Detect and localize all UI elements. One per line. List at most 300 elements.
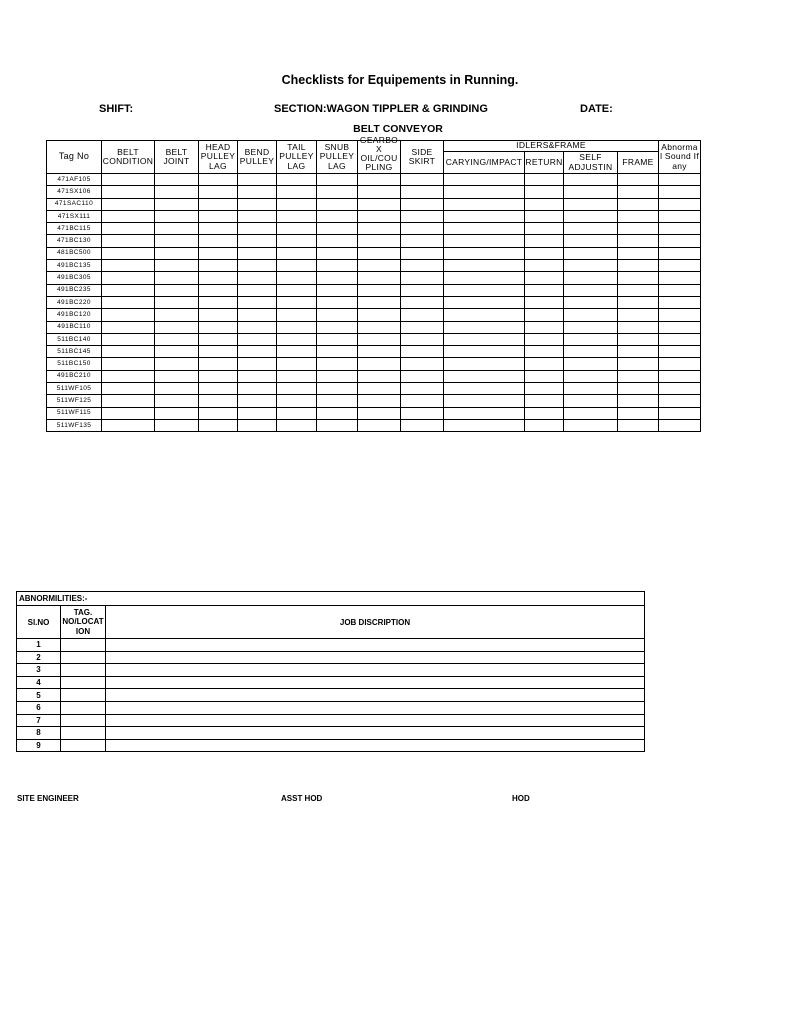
check-cell[interactable]	[238, 370, 277, 382]
job-description-cell[interactable]	[106, 701, 645, 714]
check-cell[interactable]	[102, 247, 155, 259]
check-cell[interactable]	[358, 419, 401, 431]
check-cell[interactable]	[317, 395, 358, 407]
check-cell[interactable]	[358, 383, 401, 395]
check-cell[interactable]	[659, 284, 701, 296]
check-cell[interactable]	[155, 260, 199, 272]
check-cell[interactable]	[659, 419, 701, 431]
check-cell[interactable]	[317, 358, 358, 370]
check-cell[interactable]	[199, 272, 238, 284]
check-cell[interactable]	[358, 358, 401, 370]
check-cell[interactable]	[277, 296, 317, 308]
tag-location-cell[interactable]	[61, 689, 106, 702]
check-cell[interactable]	[102, 383, 155, 395]
check-cell[interactable]	[155, 346, 199, 358]
check-cell[interactable]	[659, 321, 701, 333]
check-cell[interactable]	[317, 296, 358, 308]
check-cell[interactable]	[102, 235, 155, 247]
check-cell[interactable]	[155, 174, 199, 186]
check-cell[interactable]	[155, 210, 199, 222]
check-cell[interactable]	[238, 333, 277, 345]
check-cell[interactable]	[401, 223, 444, 235]
job-description-cell[interactable]	[106, 676, 645, 689]
tag-no-cell: 511WF135	[47, 419, 102, 431]
check-cell[interactable]	[155, 309, 199, 321]
check-cell[interactable]	[102, 407, 155, 419]
check-cell[interactable]	[358, 321, 401, 333]
check-cell[interactable]	[277, 260, 317, 272]
check-cell[interactable]	[618, 260, 659, 272]
check-cell[interactable]	[277, 321, 317, 333]
check-cell[interactable]	[659, 407, 701, 419]
check-cell[interactable]	[525, 260, 564, 272]
check-cell[interactable]	[618, 247, 659, 259]
check-cell[interactable]	[102, 321, 155, 333]
check-cell[interactable]	[401, 395, 444, 407]
check-cell[interactable]	[444, 272, 525, 284]
check-cell[interactable]	[102, 186, 155, 198]
check-cell[interactable]	[618, 395, 659, 407]
check-cell[interactable]	[199, 370, 238, 382]
tag-location-cell[interactable]	[61, 664, 106, 677]
check-cell[interactable]	[358, 174, 401, 186]
check-cell[interactable]	[618, 223, 659, 235]
tag-location-cell[interactable]	[61, 739, 106, 752]
check-cell[interactable]	[444, 333, 525, 345]
check-cell[interactable]	[199, 235, 238, 247]
check-cell[interactable]	[277, 174, 317, 186]
check-cell[interactable]	[401, 174, 444, 186]
check-cell[interactable]	[277, 395, 317, 407]
check-cell[interactable]	[525, 296, 564, 308]
check-cell[interactable]	[618, 419, 659, 431]
check-cell[interactable]	[238, 407, 277, 419]
check-cell[interactable]	[358, 284, 401, 296]
check-cell[interactable]	[564, 346, 618, 358]
check-cell[interactable]	[564, 309, 618, 321]
check-cell[interactable]	[238, 346, 277, 358]
check-cell[interactable]	[618, 383, 659, 395]
tag-location-cell[interactable]	[61, 676, 106, 689]
check-cell[interactable]	[618, 198, 659, 210]
check-cell[interactable]	[401, 260, 444, 272]
check-cell[interactable]	[199, 186, 238, 198]
tag-no-cell: 491BC210	[47, 370, 102, 382]
check-cell[interactable]	[317, 198, 358, 210]
check-cell[interactable]	[618, 235, 659, 247]
check-cell[interactable]	[317, 210, 358, 222]
check-cell[interactable]	[525, 370, 564, 382]
check-cell[interactable]	[525, 358, 564, 370]
check-cell[interactable]	[401, 247, 444, 259]
check-cell[interactable]	[238, 174, 277, 186]
check-cell[interactable]	[358, 309, 401, 321]
check-cell[interactable]	[564, 247, 618, 259]
check-cell[interactable]	[401, 407, 444, 419]
check-cell[interactable]	[199, 198, 238, 210]
job-description-cell[interactable]	[106, 639, 645, 652]
check-cell[interactable]	[444, 419, 525, 431]
check-cell[interactable]	[277, 210, 317, 222]
check-cell[interactable]	[277, 235, 317, 247]
check-cell[interactable]	[102, 223, 155, 235]
check-cell[interactable]	[659, 333, 701, 345]
check-cell[interactable]	[659, 383, 701, 395]
check-cell[interactable]	[317, 247, 358, 259]
check-cell[interactable]	[102, 210, 155, 222]
check-cell[interactable]	[238, 321, 277, 333]
check-cell[interactable]	[277, 186, 317, 198]
check-cell[interactable]	[659, 395, 701, 407]
tag-location-cell[interactable]	[61, 714, 106, 727]
check-cell[interactable]	[199, 247, 238, 259]
check-cell[interactable]	[102, 333, 155, 345]
check-cell[interactable]	[358, 186, 401, 198]
check-cell[interactable]	[564, 370, 618, 382]
check-cell[interactable]	[155, 284, 199, 296]
check-cell[interactable]	[199, 174, 238, 186]
col-header-belt-condition: BELT CONDITION	[102, 141, 155, 174]
check-cell[interactable]	[155, 419, 199, 431]
check-cell[interactable]	[277, 223, 317, 235]
check-cell[interactable]	[317, 383, 358, 395]
check-cell[interactable]	[238, 383, 277, 395]
check-cell[interactable]	[401, 186, 444, 198]
check-cell[interactable]	[238, 210, 277, 222]
check-cell[interactable]	[317, 407, 358, 419]
check-cell[interactable]	[444, 174, 525, 186]
check-cell[interactable]	[444, 223, 525, 235]
check-cell[interactable]	[277, 272, 317, 284]
check-cell[interactable]	[199, 395, 238, 407]
check-cell[interactable]	[525, 284, 564, 296]
check-cell[interactable]	[277, 284, 317, 296]
check-cell[interactable]	[102, 395, 155, 407]
check-cell[interactable]	[199, 346, 238, 358]
check-cell[interactable]	[199, 260, 238, 272]
check-cell[interactable]	[525, 198, 564, 210]
check-cell[interactable]	[155, 395, 199, 407]
check-cell[interactable]	[564, 296, 618, 308]
tag-no-cell: 481BC500	[47, 247, 102, 259]
tag-location-cell[interactable]	[61, 651, 106, 664]
check-cell[interactable]	[317, 186, 358, 198]
section-label: SECTION:WAGON TIPPLER & GRINDING	[274, 103, 488, 115]
check-cell[interactable]	[525, 210, 564, 222]
check-cell[interactable]	[102, 272, 155, 284]
check-cell[interactable]	[444, 395, 525, 407]
check-cell[interactable]	[277, 419, 317, 431]
check-cell[interactable]	[564, 272, 618, 284]
check-cell[interactable]	[564, 395, 618, 407]
check-cell[interactable]	[525, 395, 564, 407]
check-cell[interactable]	[659, 346, 701, 358]
check-cell[interactable]	[618, 370, 659, 382]
check-cell[interactable]	[444, 321, 525, 333]
check-cell[interactable]	[155, 186, 199, 198]
check-cell[interactable]	[199, 309, 238, 321]
check-cell[interactable]	[317, 284, 358, 296]
tag-location-cell[interactable]	[61, 727, 106, 740]
check-cell[interactable]	[618, 407, 659, 419]
check-cell[interactable]	[317, 346, 358, 358]
check-cell[interactable]	[238, 272, 277, 284]
check-cell[interactable]	[358, 296, 401, 308]
check-cell[interactable]	[444, 210, 525, 222]
job-description-cell[interactable]	[106, 714, 645, 727]
check-cell[interactable]	[525, 407, 564, 419]
check-cell[interactable]	[618, 296, 659, 308]
check-cell[interactable]	[102, 198, 155, 210]
check-cell[interactable]	[444, 186, 525, 198]
check-cell[interactable]	[238, 419, 277, 431]
check-cell[interactable]	[444, 247, 525, 259]
check-cell[interactable]	[199, 210, 238, 222]
check-cell[interactable]	[401, 333, 444, 345]
check-cell[interactable]	[317, 321, 358, 333]
check-cell[interactable]	[659, 247, 701, 259]
check-cell[interactable]	[444, 296, 525, 308]
check-cell[interactable]	[102, 346, 155, 358]
check-cell[interactable]	[238, 395, 277, 407]
check-cell[interactable]	[155, 198, 199, 210]
check-cell[interactable]	[401, 383, 444, 395]
check-cell[interactable]	[277, 333, 317, 345]
check-cell[interactable]	[659, 260, 701, 272]
check-cell[interactable]	[358, 210, 401, 222]
check-cell[interactable]	[317, 272, 358, 284]
check-cell[interactable]	[659, 174, 701, 186]
check-cell[interactable]	[277, 309, 317, 321]
check-cell[interactable]	[317, 333, 358, 345]
check-cell[interactable]	[618, 186, 659, 198]
check-cell[interactable]	[525, 247, 564, 259]
check-cell[interactable]	[564, 407, 618, 419]
check-cell[interactable]	[401, 346, 444, 358]
check-cell[interactable]	[444, 358, 525, 370]
check-cell[interactable]	[155, 333, 199, 345]
job-description-cell[interactable]	[106, 664, 645, 677]
check-cell[interactable]	[238, 358, 277, 370]
check-cell[interactable]	[238, 260, 277, 272]
check-cell[interactable]	[444, 309, 525, 321]
check-cell[interactable]	[102, 358, 155, 370]
check-cell[interactable]	[277, 358, 317, 370]
check-cell[interactable]	[659, 223, 701, 235]
check-cell[interactable]	[199, 284, 238, 296]
check-cell[interactable]	[102, 296, 155, 308]
check-cell[interactable]	[564, 284, 618, 296]
check-cell[interactable]	[199, 358, 238, 370]
check-cell[interactable]	[659, 272, 701, 284]
check-cell[interactable]	[618, 174, 659, 186]
check-cell[interactable]	[401, 210, 444, 222]
check-cell[interactable]	[238, 309, 277, 321]
check-cell[interactable]	[155, 383, 199, 395]
check-cell[interactable]	[102, 370, 155, 382]
job-description-cell[interactable]	[106, 727, 645, 740]
job-description-cell[interactable]	[106, 651, 645, 664]
check-cell[interactable]	[564, 333, 618, 345]
check-cell[interactable]	[317, 260, 358, 272]
check-cell[interactable]	[199, 296, 238, 308]
check-cell[interactable]	[155, 235, 199, 247]
check-cell[interactable]	[659, 210, 701, 222]
check-cell[interactable]	[317, 223, 358, 235]
check-cell[interactable]	[238, 223, 277, 235]
check-cell[interactable]	[199, 223, 238, 235]
check-cell[interactable]	[401, 321, 444, 333]
check-cell[interactable]	[525, 419, 564, 431]
check-cell[interactable]	[277, 383, 317, 395]
check-cell[interactable]	[155, 296, 199, 308]
check-cell[interactable]	[444, 284, 525, 296]
check-cell[interactable]	[525, 223, 564, 235]
check-cell[interactable]	[525, 309, 564, 321]
check-cell[interactable]	[618, 309, 659, 321]
check-cell[interactable]	[564, 383, 618, 395]
check-cell[interactable]	[317, 370, 358, 382]
check-cell[interactable]	[525, 235, 564, 247]
check-cell[interactable]	[401, 284, 444, 296]
check-cell[interactable]	[564, 321, 618, 333]
check-cell[interactable]	[618, 210, 659, 222]
check-cell[interactable]	[564, 358, 618, 370]
check-cell[interactable]	[358, 395, 401, 407]
check-cell[interactable]	[401, 235, 444, 247]
tag-location-cell[interactable]	[61, 701, 106, 714]
check-cell[interactable]	[525, 346, 564, 358]
check-cell[interactable]	[102, 260, 155, 272]
table-row	[47, 272, 701, 284]
check-cell[interactable]	[444, 346, 525, 358]
check-cell[interactable]	[401, 419, 444, 431]
check-cell[interactable]	[659, 309, 701, 321]
check-cell[interactable]	[238, 284, 277, 296]
check-cell[interactable]	[444, 260, 525, 272]
check-cell[interactable]	[659, 198, 701, 210]
check-cell[interactable]	[277, 198, 317, 210]
job-description-cell[interactable]	[106, 739, 645, 752]
check-cell[interactable]	[358, 370, 401, 382]
check-cell[interactable]	[238, 198, 277, 210]
check-cell[interactable]	[155, 358, 199, 370]
check-cell[interactable]	[564, 260, 618, 272]
check-cell[interactable]	[317, 174, 358, 186]
check-cell[interactable]	[358, 272, 401, 284]
check-cell[interactable]	[659, 296, 701, 308]
check-cell[interactable]	[277, 370, 317, 382]
check-cell[interactable]	[564, 174, 618, 186]
check-cell[interactable]	[401, 309, 444, 321]
check-cell[interactable]	[277, 247, 317, 259]
check-cell[interactable]	[659, 370, 701, 382]
check-cell[interactable]	[358, 333, 401, 345]
check-cell[interactable]	[618, 321, 659, 333]
check-cell[interactable]	[317, 309, 358, 321]
check-cell[interactable]	[525, 186, 564, 198]
check-cell[interactable]	[525, 383, 564, 395]
check-cell[interactable]	[358, 235, 401, 247]
check-cell[interactable]	[238, 247, 277, 259]
check-cell[interactable]	[618, 333, 659, 345]
check-cell[interactable]	[358, 260, 401, 272]
check-cell[interactable]	[564, 223, 618, 235]
check-cell[interactable]	[358, 223, 401, 235]
check-cell[interactable]	[277, 346, 317, 358]
check-cell[interactable]	[564, 235, 618, 247]
check-cell[interactable]	[358, 346, 401, 358]
check-cell[interactable]	[525, 174, 564, 186]
check-cell[interactable]	[358, 407, 401, 419]
check-cell[interactable]	[525, 321, 564, 333]
check-cell[interactable]	[659, 235, 701, 247]
check-cell[interactable]	[659, 358, 701, 370]
check-cell[interactable]	[102, 309, 155, 321]
check-cell[interactable]	[199, 419, 238, 431]
check-cell[interactable]	[277, 407, 317, 419]
check-cell[interactable]	[564, 210, 618, 222]
tag-no-cell: 511BC140	[47, 333, 102, 345]
check-cell[interactable]	[444, 235, 525, 247]
tag-location-cell[interactable]	[61, 639, 106, 652]
check-cell[interactable]	[358, 198, 401, 210]
check-cell[interactable]	[525, 333, 564, 345]
check-cell[interactable]	[444, 407, 525, 419]
job-description-cell[interactable]	[106, 689, 645, 702]
check-cell[interactable]	[199, 321, 238, 333]
check-cell[interactable]	[238, 186, 277, 198]
check-cell[interactable]	[155, 407, 199, 419]
check-cell[interactable]	[564, 198, 618, 210]
check-cell[interactable]	[618, 358, 659, 370]
check-cell[interactable]	[659, 186, 701, 198]
check-cell[interactable]	[199, 333, 238, 345]
check-cell[interactable]	[564, 186, 618, 198]
check-cell[interactable]	[444, 198, 525, 210]
check-cell[interactable]	[525, 272, 564, 284]
check-cell[interactable]	[199, 383, 238, 395]
check-cell[interactable]	[155, 247, 199, 259]
check-cell[interactable]	[102, 419, 155, 431]
tag-no-cell: 511BC145	[47, 346, 102, 358]
check-cell[interactable]	[401, 296, 444, 308]
check-cell[interactable]	[618, 272, 659, 284]
check-cell[interactable]	[564, 419, 618, 431]
tag-no-cell: 511WF105	[47, 383, 102, 395]
check-cell[interactable]	[102, 284, 155, 296]
check-cell[interactable]	[444, 383, 525, 395]
check-cell[interactable]	[155, 321, 199, 333]
check-cell[interactable]	[238, 296, 277, 308]
check-cell[interactable]	[155, 272, 199, 284]
check-cell[interactable]	[102, 174, 155, 186]
check-cell[interactable]	[317, 235, 358, 247]
check-cell[interactable]	[401, 370, 444, 382]
check-cell[interactable]	[618, 284, 659, 296]
check-cell[interactable]	[238, 235, 277, 247]
check-cell[interactable]	[401, 358, 444, 370]
check-cell[interactable]	[444, 370, 525, 382]
check-cell[interactable]	[358, 247, 401, 259]
check-cell[interactable]	[199, 407, 238, 419]
check-cell[interactable]	[155, 223, 199, 235]
check-cell[interactable]	[317, 419, 358, 431]
check-cell[interactable]	[618, 346, 659, 358]
check-cell[interactable]	[155, 370, 199, 382]
check-cell[interactable]	[401, 272, 444, 284]
check-cell[interactable]	[401, 198, 444, 210]
